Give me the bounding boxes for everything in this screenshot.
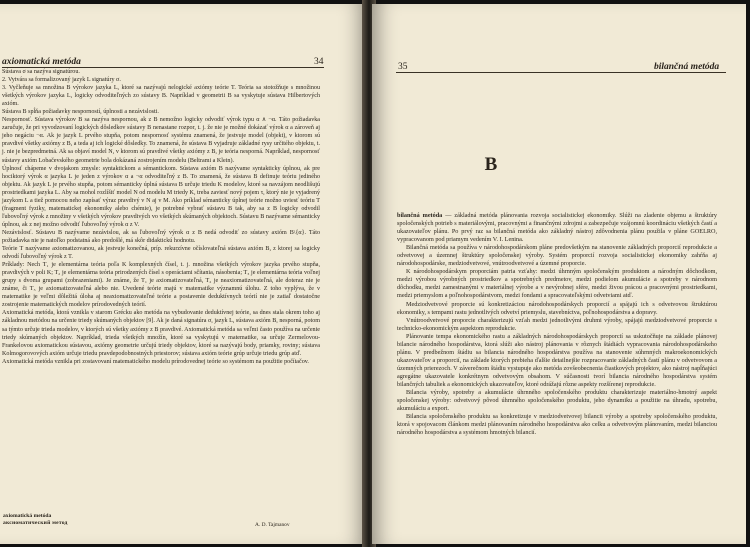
footer-term-slovak: axiomatická metóda xyxy=(3,513,52,519)
left-paragraph: Nezávislosť. Sústavu B nazývame nezávislou, ak sa ľubovoľný výrok α z B nedá odvodiť zo sústavy axióm B\{α}. Táto požiadavka nie je natoľko podstatná ako predošlé, má skôr didaktickú hodnotu. xyxy=(2,229,320,244)
right-paragraph: Plánovanie tempa ekonomického rastu a základných národohospodárskych proporcií sa uskutočňuje na základe plánovej bilancie národného hospodárstva, ktorá slúži ako nástroj plánovania v rôznych štádiách vypracovania národohospodárskeho plánu. V predbežnom štádiu sa bilancia národného hospodárstva používa na stanovenie súhrnných makroekonomických ukazovateľov a proporcií, na základe ktorých prebieha ďalšie detailnejšie rozpracovanie základných častí plánu v odvetvovom a územných prierezoch. V záverečnom štádiu vystupuje ako metóda zovšeobecnenia čiastkových projektov, ako nástroj napĺňajúci agregátne ukazovatele konkrétnym odvetvovým obsahom. V súčasnosti tvorí bilancia národného hospodárstva systém bilančných tabuliek a ekonomických ukazovateľov, ktoré odrážajú rôzne aspekty rozšírenej reprodukcie. xyxy=(397,332,717,388)
left-page xyxy=(0,4,366,544)
right-page-body xyxy=(397,212,717,437)
right-paragraph: Vnútroodvetvové proporcie charakterizujú vzťah medzi jednotlivými druhmi výroby, spájajú medziodvetvové proporcie s technicko-ekonomickým aspektom reprodukcie. xyxy=(397,316,717,332)
left-paragraph: 2. Vytvára sa formalizovaný jazyk L signatúry σ. xyxy=(2,77,121,84)
footer-term-russian: аксиоматический метод xyxy=(3,520,68,526)
right-paragraph: Bilančná metóda sa používa v národohospodárskom pláne predovšetkým na stanovenie základných proporcií reprodukcie a odvetvovej a územnej štruktúry spoločenskej výroby. Systém proporcií rozvoja socialistickej ekonomiky zahŕňa aj národohospodárske, medziodvetvové, vnútroodvetvové a územné proporcie. xyxy=(397,244,717,268)
article-author: A. D. Tajmanov xyxy=(255,522,290,528)
right-paragraph: K národohospodárskym proporciám patria vzťahy: medzi úhrnným spoločenským produktom a národným dôchodkom, medzi výrobou výrobných prostriedkov a spotrebných predmetov, medzi podielom akumulácie a spotreby v národnom dôchodku, medzi zamestnanými v materiálnej výrobe a v nevýrobnej sfére, medzi živou prácou a pracovnými prostriedkami, medzi priemyslom a poľnohospodárstvom, medzi fondami a spracovateľskými odvetviami atď. xyxy=(397,268,717,300)
left-page-body xyxy=(2,68,320,366)
left-paragraph: Sústava B spĺňa požiadavky nesporností, úplnosti a nezávislosti. xyxy=(2,109,159,116)
left-paragraph: Axiomatická metóda, ktorá vznikla v starom Grécku ako metóda na vybudovanie deduktívnej teórie, sa dnes stala okrem toho aj základnou metódou na určenie triedy skúmaných objektov [9]. Ak je daná signatúra σ, jazyk L, sústava axióm B, nesporná, potom sa týmto určuje trieda modelov, v ktorých sú všetky axiómy z B pravdivé. Axiomatická metóda sa veľmi často používa na určenie triedy skúmaných objektov. Napríklad, trieda všetkých množín, ktoré sa vyskytujú v matematike, sa určuje Zermelovou-Frankelovou axiomatickou sústavou, axiómy geometrie určujú triedy objektov, ktoré sa nazývajú body, priamky, roviny; sústava Kolmogorovových axióm určuje triedu pravdepodobnostných priestorov; sústava axióm teórie grúp určuje triedu grúp atď. xyxy=(2,310,320,357)
left-page-number: 34 xyxy=(314,57,324,67)
left-paragraph: Axiomatická metóda vznikla pri zostavovaní matematického modelu prírodovednej teórie so systémom na použitie počítačov. xyxy=(2,358,309,365)
entry-intro-paragraph xyxy=(397,212,717,244)
left-paragraph: Príklady: Nech T₁ je elementárna teória poľa K komplexných čísel, t. j. množina všetkých výrokov jazyka prvého stupňa, pravdivých v poli K; T₂ je elementárna teória prirodzených čísel s operáciami sčítania, násobenia; T₃ je elementárna teória voľnej grupy s dvoma grupami (zobrazeniami). Je známe, že T₁ je axiomatizovateľná, T₂ je neaxiomatizovateľná, ale doteraz nie je známe, či T₃ je axiomatizovateľná alebo nie. Uvedené teórie majú v matematike významnú úlohu. Z toho vyplýva, že v matematike je veľmi dôležitá úloha aj neaxiomatizovateľné teórie a postavenie deduktívnych teórií nie je zatiaľ dostatočne zostrojenie matematických modelov prírodovedných teórií. xyxy=(2,262,320,309)
left-paragraph: Teórie T nazývame axiomatizovanou, ak jestvuje konečná, príp. rekurzívne očíslovateľná sústava axióm B, z ktorej sa logicky odvodí ľubovoľný výrok z T. xyxy=(2,246,320,261)
left-paragraph: Nespornosť. Sústava výrokov B sa nazýva nespornou, ak z B nemožno logicky odvodiť výrok typu α ∧ ¬α. Táto požiadavka zaručuje, že pri vyvodzovaní logických dôsledkov sústavy B nenastane rozpor, t. j. že nie je možné dokázať výrok α a zároveň aj jeho negáciu ¬α. Ak je jazyk L prvého stupňa, potom nespornosť systému znamená, že jestvuje model (objekt), v ktorom sú pravdivé všetky axiómy z B, a teda aj ich logické dôsledky. To znamená, že sústava B vyjadruje základné rysy určitého objektu, t. j. nie je bezpredmetná. Ak sa objaví model N, v ktorom sú pravdivé všetky axiómy z B, je teória nesporná. Napríklad, nespornosť sústavy axióm Lobačevského geometrie bola dokázaná zostrojením modelu (Beltrami a Klein). xyxy=(2,117,320,164)
left-paragraph: Úplnosť chápeme v dvojakom zmysle: syntaktickom a sémantickom. Sústava axióm B nazývame syntakticky úplnou, ak pre hociktorý výrok α jazyka L je jeden z výrokov α a ¬α odvoditeľný z B. To znamená, že sústava B definuje teóriu jediného objektu. Ak jazyk L je prvého stupňa, potom sémanticky úplná sústava B určuje triedu K modelov, ktoré sa navzájom neodlišujú prostriedkami jazyka L. Aby sa mohol rozlíšiť model N od modelu M triedy K, treba zaviesť nový pojem τ, ktorý nie je vyjadrený jazykom L a tiež pomocou neho zapísať výraz pravdivý v N aj v M. Ako príklad sémanticky úplnej teórie možno uviesť teóriu T (fragment fyziky, matematickej ekonomiky alebo chémie), je potrebné vybrať sústavu B tak, aby sa z B logicky odvodil ľubovoľný výrok z množiny v všetkých výrokov pravdivých vo všetkých skúmaných objektoch. Sústavu B nazývame sémanticky úplnou, ak z nej možno odvodiť ľubovoľný výrok α z V. xyxy=(2,165,320,228)
right-header-rule xyxy=(396,72,726,73)
right-running-head: bilančná metóda xyxy=(654,62,720,72)
left-paragraph: Sústava σ sa nazýva signatúrou. xyxy=(2,69,80,75)
entry-definition: — základná metóda plánovania rozvoja socialistickej ekonomiky. Slúži na zladenie objemu a štruktúry spoločenských potrieb s materiálovými, pracovnými a finančnými zdrojmi a zabezpečuje vzájomnú koordináciu všetkých častí a ukazovateľov plánu. Po prvý raz sa bilančná metóda ako základný nástroj zdôvodnenia plánu použila v pláne GOELRO, vypracovanom pod priamym vedením V. I. Lenina. xyxy=(397,212,717,244)
left-running-head: axiomatická metóda xyxy=(2,57,81,67)
right-paragraph: Bilancia spoločenského produktu sa konkretizuje v medziodvetvovej bilancii výroby a spotreby spoločenského produktu, ktorá v spojovacom článkom medzi plánovaním národného hospodárstva ako celku a odvetvovým plánovaním, medzi bilanciou národného hospodárstva a systémom hmotných bilancií. xyxy=(397,413,717,437)
left-paragraph: 3. Vyčleňuje sa množina B výrokov jazyka L, ktoré sa nazývajú nelogické axiómy teórie T. Teória sa stotožňuje s množinou všetkých výrokov jazyka L, logicky odvoditeľných zo sústavy B. Napríklad v geometrii B sa vyskytuje sústava Hilbertových axióm. xyxy=(2,85,320,108)
entry-term: bilančná metóda xyxy=(397,212,443,219)
right-paragraph: Medziodvetvové proporcie sú konkretizáciou národohospodárskych proporcií a spájajú ich s odvetvovou štruktúrou ekonomiky, s tempami rastu jednotlivých odvetví priemyslu, stavebníctva, poľnohospodárstva a dopravy. xyxy=(397,300,717,316)
right-page-number: 35 xyxy=(398,62,408,72)
section-letter: B xyxy=(484,154,498,175)
right-paragraph: Bilancia výroby, spotreby a akumulácie úhrnného spoločenského produktu charakterizuje materiálno-hmotný aspekt spoločenskej výroby: odvetvový pôvod úhrnného spoločenského produktu, jeho dynamiku a použitie na úhradu, spotrebu, akumuláciu a export. xyxy=(397,389,717,413)
